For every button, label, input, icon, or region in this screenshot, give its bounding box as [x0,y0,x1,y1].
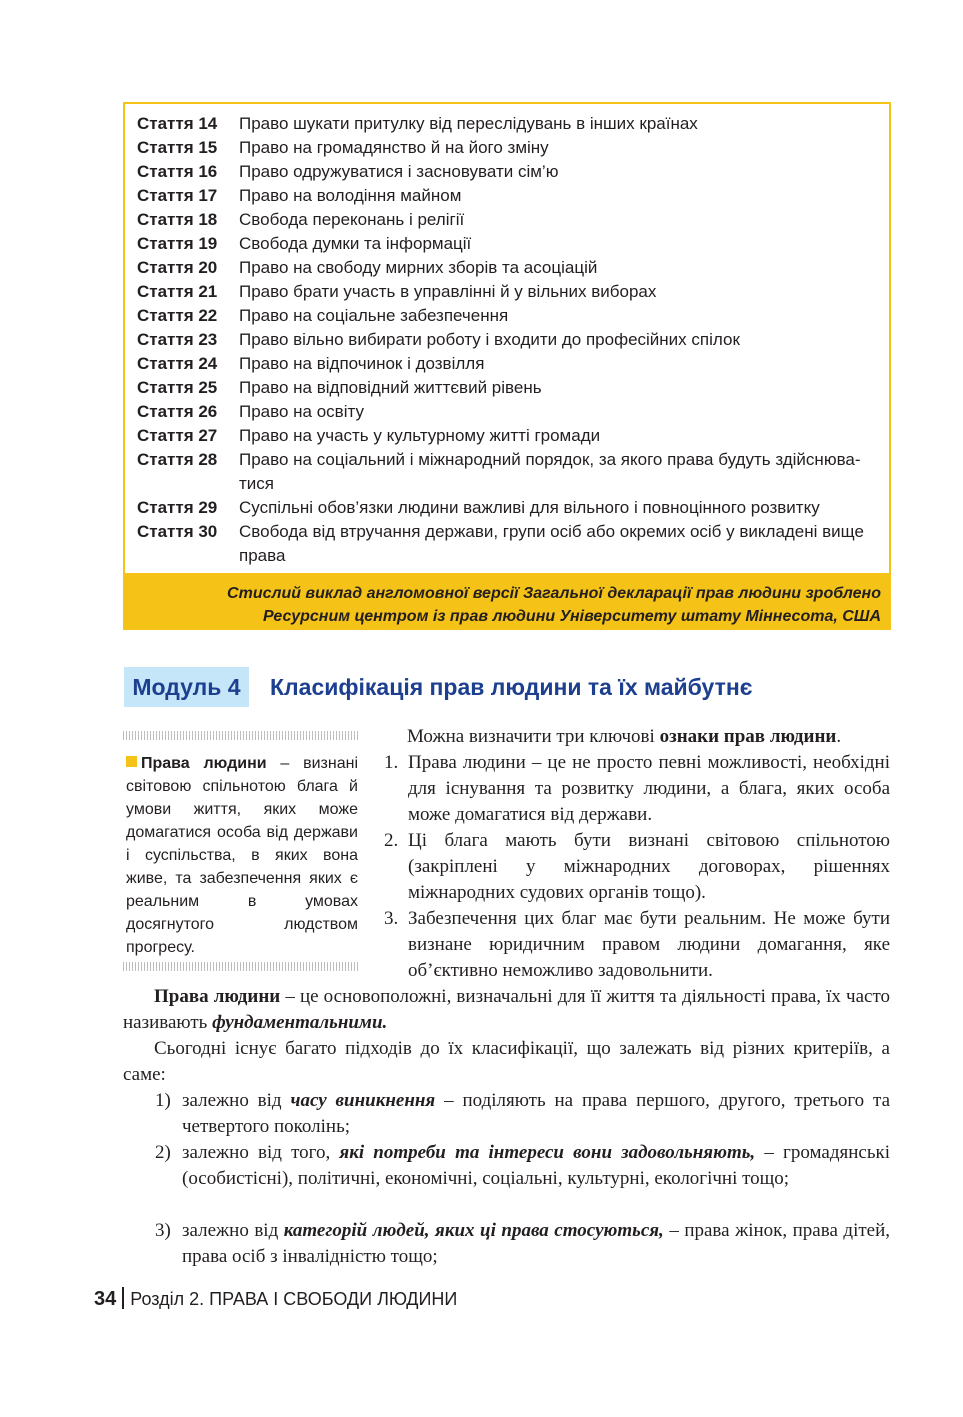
article-label: Стаття 19 [137,234,218,253]
article-text: Право одружуватися і засновувати сім’ю [239,162,559,181]
bullet-square-icon [126,756,137,767]
classification-pre: залежно від [182,1090,291,1111]
source-line-1: Стислий виклад англомовної версії Загальної декларації прав людини зроблено [227,585,881,602]
article-text: Свобода думки та інформації [239,234,472,253]
article-row [137,400,877,424]
divider-bottom [123,962,359,971]
page-number: 34 [94,1288,117,1310]
feature-number: 2. [384,830,399,851]
articles-list [137,112,877,568]
article-label: Стаття 25 [137,378,218,397]
module-title: Класифікація прав людини та їх майбутнє [270,674,753,700]
article-row [137,352,877,376]
article-text: Право на освіту [239,402,364,421]
article-text: Право вільно вибирати роботу і входити до професійних спілок [239,330,740,349]
article-label: Стаття 21 [137,282,218,301]
article-row [137,232,877,256]
feature-text: Забезпечення цих благ має бути реальним. Не може бути визнане юридичним правом людини домагання, яке об’єктивно неможливо задовольнити. [408,908,890,981]
feature-number: 1. [384,752,399,773]
article-label: Стаття 23 [137,330,218,349]
article-label: Стаття 30 [137,522,218,541]
article-row [137,304,877,328]
feature-item [384,750,890,828]
article-row [137,448,877,496]
article-text: Право на відпочинок і дозвілля [239,354,485,373]
classification-item [155,1140,890,1192]
article-text: Свобода від втручання держави, групи осіб або окремих осіб у викладені вище права [239,522,864,565]
article-text: Право шукати притулку від переслідувань в інших країнах [239,114,698,133]
feature-text: Ці блага мають бути визнані світовою спільнотою (закріплені у міжнародних договорах, рішеннях міжнародних судових органів тощо). [408,830,890,903]
paragraph-classification-intro: Сьогодні існує багато підходів до їх класифікації, що залежать від різних критеріїв, а саме: [123,1038,890,1085]
article-row [137,160,877,184]
classification-emphasis: часу виникнення [290,1090,436,1111]
article-text: Право на соціальне забезпечення [239,306,509,325]
article-label: Стаття 18 [137,210,218,229]
article-text: Право на свободу мирних зборів та асоціацій [239,258,598,277]
article-text: Право на відповідний життєвий рівень [239,378,542,397]
classification-pre: залежно від того, [182,1142,340,1163]
article-text: Право на участь у культурному житті громади [239,426,601,445]
article-label: Стаття 29 [137,498,218,517]
features-intro [407,724,890,750]
intro-bold: ознаки прав людини [659,726,837,747]
article-row [137,208,877,232]
feature-text: Права людини – це не просто певні можливості, необхідні для існування та розвитку людини, а блага, яких особа може домагатися від держави. [408,752,890,825]
article-label: Стаття 28 [137,450,218,469]
feature-number: 3. [384,908,399,929]
article-row [137,256,877,280]
article-row [137,184,877,208]
classification-post: – громадянські (особистісні), політичні, економічні, соціальні, культурні, екологічні тощо; [182,1142,890,1189]
module-tag: Модуль 4 [124,667,249,707]
article-row [137,136,877,160]
classification-emphasis: які потреби та інтереси вони задовольняють, [339,1142,756,1163]
article-label: Стаття 24 [137,354,218,373]
para1-text: – це основоположні, визначальні для її життя та діяльності права, їх часто називають [123,986,890,1033]
paragraph-rights-definition [123,984,890,1036]
classification-post: – права жінок, права дітей, права осіб з інвалідністю тощо; [182,1220,891,1267]
classification-item [155,1088,890,1140]
article-label: Стаття 15 [137,138,218,157]
article-row [137,496,877,520]
article-label: Стаття 16 [137,162,218,181]
article-label: Стаття 17 [137,186,218,205]
definition-term: Права людини [141,755,267,772]
classification-number: 1) [155,1090,171,1111]
article-row [137,424,877,448]
classification-number: 2) [155,1142,171,1163]
article-text: Свобода переконань і релігії [239,210,465,229]
article-text: Право брати участь в управлінні й у вільних виборах [239,282,657,301]
feature-item [384,906,890,984]
article-row [137,520,877,568]
classification-pre: залежно від [182,1220,284,1241]
articles-box [123,102,891,630]
definition-text: – визнані світовою спільнотою блага й умови життя, яких може домагатися особа від держави і суспільства, в яких вона живе, та забезпечення яких є реальним в умовах досягнутого людством прогресу. [126,755,359,956]
source-note [125,573,889,628]
classification-post: – поділяють на права першого, другого, третього та четвертого поколінь; [182,1090,891,1137]
article-text: Право на громадянство й на його зміну [239,138,549,157]
para1-bolditalic: фундаментальними. [212,1012,388,1033]
article-label: Стаття 14 [137,114,218,133]
classification-number: 3) [155,1220,171,1241]
feature-item [384,828,890,906]
article-row [137,376,877,400]
classification-emphasis: категорій людей, яких ці права стосуються, [283,1220,664,1241]
para1-bold: Права людини [154,986,281,1007]
article-row [137,280,877,304]
article-text: Право на володіння майном [239,186,462,205]
intro-end: . [836,726,842,747]
footer-separator [122,1287,124,1309]
article-label: Стаття 22 [137,306,218,325]
divider-top [123,731,359,740]
article-row [137,328,877,352]
source-line-2: Ресурсним центром із прав людини Університету штату Міннесота, США [262,608,881,625]
section-title: Розділ 2. ПРАВА І СВОБОДИ ЛЮДИНИ [130,1289,458,1309]
article-text: Право на соціальний і міжнародний порядок, за якого права будуть здійснюва- тися [239,450,861,493]
page-footer [94,1287,457,1311]
classification-item [155,1218,890,1270]
article-row [137,112,877,136]
article-text: Суспільні обов’язки людини важливі для вільного і повноцінного розвитку [239,498,820,517]
article-label: Стаття 26 [137,402,218,421]
article-label: Стаття 27 [137,426,218,445]
article-label: Стаття 20 [137,258,218,277]
definition-note [126,752,358,959]
intro-text: Можна визначити три ключові [407,726,660,747]
